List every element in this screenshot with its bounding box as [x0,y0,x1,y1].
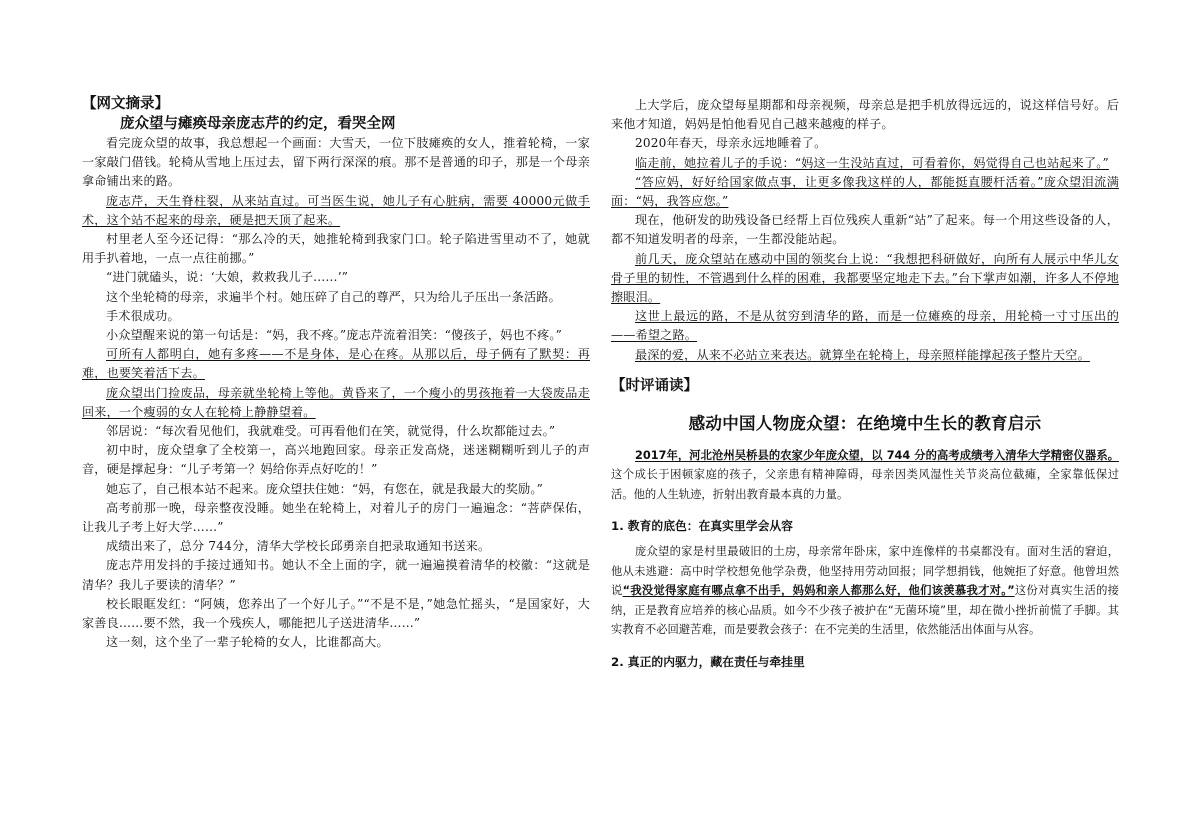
quote-highlight: “我没觉得家庭有哪点拿不出手，妈妈和亲人都那么好，他们该羡慕我才对。” [622,584,1015,598]
intro-text: 这个成长于困顿家庭的孩子，父亲患有精神障碍，母亲因类风湿性关节炎高位截瘫，全家靠低保过活。他的人生轨迹，折射出教育最本真的力量。 [611,468,1119,501]
para-text: 这份对真实生活的接纳，正是教育应培养的核心品质。如今不少孩子被护在“无菌环境”里，却在微小挫折前慌了手脚。其实教育不必回避苦难，而是要教会孩子：在不完美的生活里，依然能活出体面与从容。 [611,584,1119,637]
paragraph: 小众望醒来说的第一句话是：“妈，我不疼。”庞志芹流着泪笑：“傻孩子，妈也不疼。” [106,328,563,343]
paragraph: 上大学后，庞众望每星期都和母亲视频，母亲总是把手机放得远远的，说这样信号好。后来他才知道，妈妈是怕他看见自己越来越瘦的样子。 [611,98,1119,132]
paragraph: 高考前那一晚，母亲整夜没睡。她坐在轮椅上，对着儿子的房门一遍遍念：“菩萨保佑，让我儿子考上好大学……” [82,500,590,535]
paragraph: 现在，他研发的助残设备已经帮上百位残疾人重新“站”了起来。每一个用这些设备的人，都不知道发明者的母亲，一生都没能站起。 [611,213,1119,247]
paragraph [611,542,1119,640]
paragraph: 庞志芹，天生脊柱裂，从来站直过。可当医生说，她儿子有心脏病，需要 40000元做手术，这个站不起来的母亲，硬是把天顶了起来。 [82,193,590,227]
paragraph: 前几天，庞众望站在感动中国的领奖台上说：“我想把科研做好，向所有人展示中华儿女骨子里的韧性，不管遇到什么样的困难，我都要坚定地走下去。”台下掌声如潮，许多人不停地擦眼泪。 [611,251,1119,305]
section-heading-excerpt: 【网文摘录】 [82,96,169,112]
paragraph: 2020年春天，母亲永远地睡着了。 [635,136,827,151]
para-text: 庞众望的家是村里最破旧的土房，母亲常年卧床，家中连像样的书桌都没有。面对生活的窘迫，他从未逃避：高中时学校想免他学杂费，他坚持用劳动回报；同学想捐钱，他婉拒了好意。他曾坦然说 [611,545,1119,598]
paragraph: 庞志芹用发抖的手接过通知书。她认不全上面的字，就一遍遍摸着清华的校徽：“这就是清华？我儿子要读的清华？” [82,558,590,592]
intro-paragraph [611,446,1119,505]
intro-highlight: 2017年，河北沧州吴桥县的农家少年庞众望，以 744 分的高考成绩考入清华大学精密仪器系。 [635,448,1119,462]
paragraph: 手术很成功。 [106,308,180,323]
paragraph: “答应妈，好好给国家做点事，让更多像我这样的人，都能挺直腰杆活着。”庞众望泪流满面：“妈，我答应您。” [611,174,1119,209]
paragraph: 村里老人至今还记得：“那么冷的天，她推轮椅到我家门口。轮子陷进雪里动不了，她就用手扒着地，一点一点往前挪。” [82,232,590,266]
paragraph: 这一刻，这个坐了一辈子轮椅的女人，比谁都高大。 [106,635,389,650]
paragraph: 临走前，她拉着儿子的手说：“妈这一生没站直过，可看着你，妈觉得自己也站起来了。” [635,155,1109,170]
paragraph: 可所有人都明白，她有多疼——不是身体，是心在疼。从那以后，母子俩有了默契：再难，也要笑着活下去。 [82,347,590,381]
paragraph: 最深的爱，从来不必站立来表达。就算坐在轮椅上，母亲照样能撑起孩子整片天空。 [635,347,1090,362]
paragraph: 成绩出来了，总分 744分，清华大学校长邱勇亲自把录取通知书送来。 [106,539,491,554]
paragraph: 初中时，庞众望拿了全校第一，高兴地跑回家。母亲正发高烧，迷迷糊糊听到儿子的声音，硬是撑起身：“儿子考第一？妈给你弄点好吃的！” [82,443,590,477]
paragraph: 这世上最远的路，不是从贫穷到清华的路，而是一位瘫痪的母亲，用轮椅一寸寸压出的——希望之路。 [611,309,1119,343]
subheading-2: 2. 真正的内驱力，藏在责任与牵挂里 [611,654,805,669]
paragraph: 这个坐轮椅的母亲，求遍半个村。她压碎了自己的尊严，只为给儿子压出一条活路。 [106,289,561,304]
commentary-title: 感动中国人物庞众望：在绝境中生长的教育启示 [688,413,1042,433]
article-title: 庞众望与瘫痪母亲庞志芹的约定，看哭全网 [120,116,396,132]
right-column [611,96,1119,678]
paragraph: 她忘了，自己根本站不起来。庞众望扶住她：“妈，有您在，就是我最大的奖励。” [106,481,543,496]
section-heading-commentary: 【时评诵读】 [611,377,698,394]
subheading-1: 1. 教育的底色：在真实里学会从容 [611,519,793,534]
paragraph: “进门就磕头，说：‘大娘，救救我儿子……’” [106,270,349,285]
left-column [82,94,590,652]
paragraph: 邻居说：“每次看见他们，我就难受。可再看他们在笑，就觉得，什么坎都能过去。” [106,424,556,439]
paragraph: 校长眼眶发红：“阿姨，您养出了一个好儿子。”“不是不是，”她急忙摇头，“是国家好，大家善良……要不然，我一个残疾人，哪能把儿子送进清华……” [82,596,590,631]
paragraph: 庞众望出门捡废品，母亲就坐轮椅上等他。黄昏来了，一个瘦小的男孩拖着一大袋废品走回来，一个瘦弱的女人在轮椅上静静望着。 [82,385,590,419]
paragraph: 看完庞众望的故事，我总想起一个画面：大雪天，一位下肢瘫痪的女人，推着轮椅，一家一家敲门借钱。轮椅从雪地上压过去，留下两行深深的痕。那不是普通的印子，那是一个母亲拿命铺出来的路。 [82,136,590,189]
